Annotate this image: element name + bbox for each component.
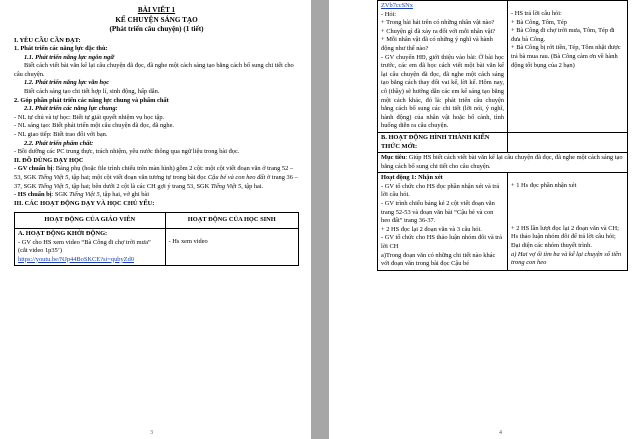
table-cell <box>378 173 508 271</box>
table-cell <box>508 173 628 271</box>
lesson-title: BÀI VIẾT 1 <box>137 6 176 14</box>
table-row <box>378 1 628 133</box>
list-item: - NL sáng tạo: Biết phát triển một câu chuyện đã đọc, đã nghe. <box>14 122 175 130</box>
subsubsection-heading: 2.2. Phát triển phẩm chất: <box>24 139 94 147</box>
section-heading-2: II. ĐỒ DÙNG DẠY HỌC <box>14 156 84 164</box>
activity-table-continued <box>377 0 628 271</box>
cell-text: + Chuyện gì đã xảy ra đối với mỗi nhân vật? <box>381 27 496 35</box>
paragraph: Biết cách viết bài văn kể lại câu chuyện đã đọc, đã nghe một cách sáng tạo bằng cách bổ sung chi tiết cho câu chuyện. <box>14 62 294 78</box>
table-cell-goal: Mục tiêu: Giúp HS biết cách viết bài văn kể lại câu chuyện đã đọc, đã nghe một cách sáng tạo bằng cách bổ sung chi tiết cho câu chuyện. <box>378 153 628 173</box>
table-header-teacher: HOẠT ĐỘNG CỦA GIÁO VIÊN <box>15 213 166 229</box>
section-heading-3: III. CÁC HOẠT ĐỘNG DẠY VÀ HỌC CHỦ YẾU: <box>14 199 155 207</box>
cell-text: + 2 HS đọc lại 2 đoạn văn và 3 câu hỏi. <box>381 225 482 233</box>
cell-text: + Bà Công đi chợ trời mưa, Tôm, Tép đi đưa bà Công. <box>511 27 615 43</box>
activity-heading: A. HOẠT ĐỘNG KHỞI ĐỘNG: <box>18 229 108 237</box>
cell-text: - Hs xem video <box>168 237 208 245</box>
cell-text: - GV chuyển HĐ, giới thiệu vào bài: Ở bài học trước, các em đã học cách viết một bài văn kể lại câu chuyện đã đọc, đã nghe một cách sáng tạo bằng cách thay đổi vai kể, lời kể. Hôm nay, cô (thầy) sẽ hướng dẫn các em kể sáng tạo bằng một cách khác, đó là: phát triển câu chuyện bằng cách bổ sung các chi tiết (lời nói, ý nghĩ, hành động) của nhân vật hoặc bổ cảnh, tình huống diễn ra câu chuyện. <box>381 53 504 130</box>
table-header-row <box>15 213 299 229</box>
list-item: - NL tự chủ và tự học: Biết tự giải quyết nhiệm vụ học tập. <box>14 113 165 121</box>
table-cell <box>508 132 628 152</box>
subsubsection-heading: 2.1. Phát triển các năng lực chung: <box>24 105 118 113</box>
subsubsection-heading: 1.2. Phát triển năng lực văn học <box>24 79 110 87</box>
table-row <box>378 153 628 173</box>
subsection-heading: 2. Góp phần phát triển các năng lực chung và phẩm chất <box>14 96 169 104</box>
cell-text: a) Hai vợ ổi tìm ba và kể lại chuyện số tiền trong con heo <box>511 250 622 267</box>
video-link[interactable]: https://youtu.be/NJp44BoSKCE?si=qubyZd0 <box>18 255 134 263</box>
table-cell <box>165 228 298 265</box>
page-number: 3 <box>150 430 153 436</box>
table-header-student: HOẠT ĐỘNG CỦA HỌC SINH <box>165 213 298 229</box>
list-item: - Bồi dưỡng các PC trung thực, trách nhiệm, yêu nước thông qua ngữ liệu trong bài đọc. <box>14 148 240 156</box>
student-prep-paragraph: - HS chuẩn bị: SGK Tiếng Việt 5, tập hai, vở ghi bài <box>14 191 150 199</box>
cell-text: + 1 Hs đọc phần nhận xét <box>511 182 577 190</box>
cell-text: + Bà Công, Tôm, Tép <box>511 18 567 26</box>
table-cell <box>378 132 508 152</box>
cell-text: a)Trong đoạn văn có những chi tiết nào khác với đoạn văn trong bài đọc Cậu bé <box>381 251 496 268</box>
cell-text: + 2 HS lần lượt đọc lại 2 đoạn văn và CH; Hs thảo luận nhóm đôi để trả lời câu hỏi; Đại diện các nhóm thuyết trình. <box>511 224 619 250</box>
cell-text: - GV cho HS xem video “Bà Công đi chợ trời mưa” (cắt video 1p35’) <box>18 238 151 255</box>
teacher-prep-paragraph: - GV chuẩn bị: Bảng phụ (hoặc file trình chiếu trên màn hình) gồm 2 cột: một cột viết đoạn văn ở trang 52 – 53, SGK Tiếng Việt 5, tập hai; một cột viết đoạn văn tương tự trong bài đọc Cậu bé và con heo đất ở trang 36 – 37, SGK Tiếng Việt 5, tập hai; bên dưới 2 cột là các CH gợi ý trang 53, SGK Tiếng Việt 5, tập hai. <box>14 165 298 190</box>
cell-text: + Mỗi nhân vật đã có những ý nghĩ và hành động như thế nào? <box>381 36 493 52</box>
subsubsection-heading: 1.1. Phát triển năng lực ngôn ngữ <box>24 53 115 61</box>
table-cell <box>508 1 628 133</box>
lesson-subsubtitle: (Phát triển câu chuyện) (1 tiết) <box>109 25 204 33</box>
cell-text: - Hỏi: <box>381 10 397 18</box>
cell-text: - GV tổ chức cho HS đọc phần nhận xét và trả lời câu hỏi. <box>381 182 500 199</box>
section-heading-1: I. YÊU CẦU CẦN ĐẠT: <box>14 36 81 44</box>
table-row <box>378 173 628 271</box>
document-page-1 <box>0 0 311 439</box>
table-cell <box>15 228 166 265</box>
page-number: 4 <box>499 430 502 436</box>
cell-text: - GV trình chiếu bảng kẻ 2 cột viết đoạn văn trang 52-53 và đoạn văn bài “Cậu bé và con heo đất” trang 36-37. <box>381 200 495 225</box>
table-row <box>378 132 628 152</box>
paragraph: Biết cách sáng tạo chi tiết hợp lí, sinh động, hấp dẫn. <box>24 88 160 96</box>
cell-text: - HS trả lời câu hỏi: <box>511 10 562 17</box>
activity-heading: Hoạt động 1: Nhận xét <box>381 174 443 182</box>
activity-heading: B. HOẠT ĐỘNG HÌNH THÀNH KIẾN THỨC MỚI: <box>381 133 490 150</box>
cell-text: + Bà Công bị rớt tiền, Tép, Tôm nhặt được trả bà mua rau. (Bà Công cảm ơn về hành động tốt bụng của 2 bạn) <box>511 44 621 69</box>
document-page-2 <box>329 0 640 439</box>
cell-text: + Trong bài hát trên có những nhân vật nào? <box>381 19 495 27</box>
video-link-continued[interactable]: ZVb7ccSNx <box>381 2 413 9</box>
lesson-subtitle: KỂ CHUYỆN SÁNG TẠO <box>115 15 198 24</box>
cell-text: - GV tổ chức cho HS thảo luận nhóm đôi và trả lời CH <box>381 234 503 251</box>
subsection-heading: 1. Phát triển các năng lực đặc thù: <box>14 45 108 53</box>
table-cell <box>378 1 508 133</box>
list-item: - NL giao tiếp: Biết trao đổi với bạn. <box>14 131 108 139</box>
table-row <box>15 228 299 265</box>
activity-table <box>14 212 299 266</box>
